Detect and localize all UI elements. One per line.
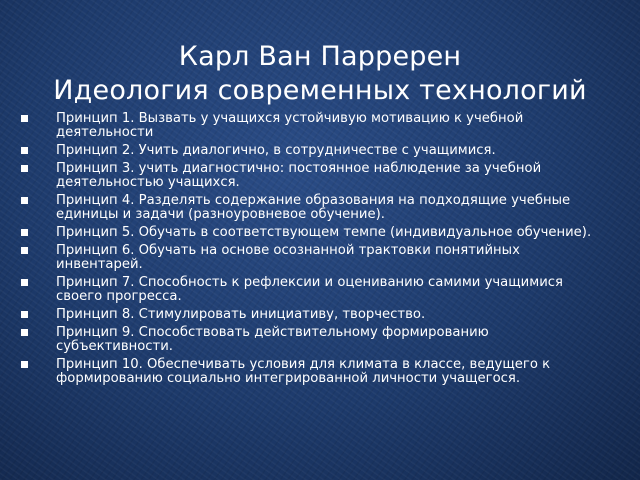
principle-text: Принцип 9. Способствовать действительному формированию субъективности. bbox=[56, 325, 489, 354]
title-subject: Идеология современных технологий bbox=[53, 75, 587, 106]
square-bullet-icon bbox=[21, 115, 28, 122]
title-author: Карл Ван Парререн bbox=[178, 41, 462, 72]
square-bullet-icon bbox=[21, 197, 28, 204]
list-item-principle-1 bbox=[18, 112, 598, 140]
square-bullet-icon bbox=[21, 329, 28, 336]
square-bullet-icon bbox=[21, 361, 28, 368]
square-bullet-icon bbox=[21, 165, 28, 172]
principle-text: Принцип 4. Разделять содержание образования на подходящие учебные единицы и задачи (разноуровневое обучение). bbox=[56, 193, 571, 222]
square-bullet-icon bbox=[21, 229, 28, 236]
square-bullet-icon bbox=[21, 247, 28, 254]
list-item-principle-6 bbox=[18, 244, 598, 272]
slide-title bbox=[0, 40, 640, 108]
list-item-principle-2 bbox=[18, 144, 598, 158]
square-bullet-icon bbox=[21, 311, 28, 318]
square-bullet-icon bbox=[21, 279, 28, 286]
principle-text: Принцип 2. Учить диалогично, в сотрудничестве с учащимися. bbox=[56, 143, 496, 158]
principles-list bbox=[18, 112, 598, 390]
list-item-principle-4 bbox=[18, 194, 598, 222]
principle-text: Принцип 6. Обучать на основе осознанной трактовки понятийных инвентарей. bbox=[56, 243, 520, 272]
principle-text: Принцип 8. Стимулировать инициативу, творчество. bbox=[56, 307, 426, 322]
list-item-principle-8 bbox=[18, 308, 598, 322]
principle-text: Принцип 1. Вызвать у учащихся устойчивую мотивацию к учебной деятельности bbox=[56, 111, 524, 140]
list-item-principle-7 bbox=[18, 276, 598, 304]
list-item-principle-5 bbox=[18, 226, 598, 240]
principle-text: Принцип 7. Способность к рефлексии и оцениванию самими учащимися своего прогресса. bbox=[56, 275, 563, 304]
principle-text: Принцип 3. учить диагностично: постоянное наблюдение за учебной деятельностью учащихся. bbox=[56, 161, 542, 190]
list-item-principle-10 bbox=[18, 358, 598, 386]
principle-text: Принцип 5. Обучать в соответствующем темпе (индивидуальное обучение). bbox=[56, 225, 592, 240]
list-item-principle-9 bbox=[18, 326, 598, 354]
square-bullet-icon bbox=[21, 147, 28, 154]
principle-text: Принцип 10. Обеспечивать условия для климата в классе, ведущего к формированию социально интегрированной личности учащегося. bbox=[56, 357, 551, 386]
list-item-principle-3 bbox=[18, 162, 598, 190]
